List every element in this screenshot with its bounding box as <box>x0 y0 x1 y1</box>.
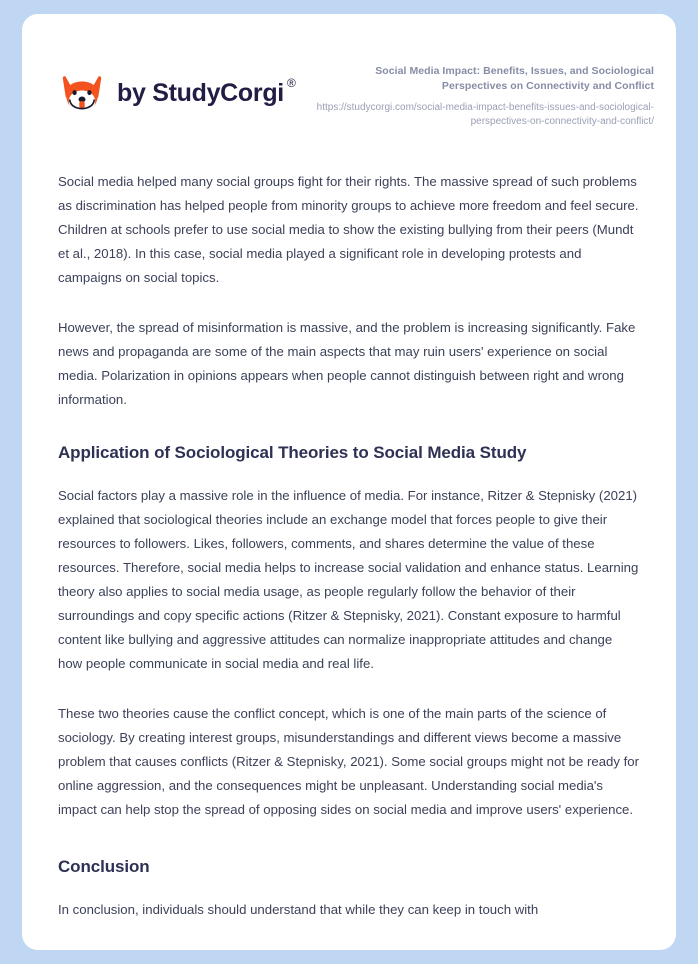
header-meta <box>310 62 654 130</box>
brand-wordmark-text: by StudyCorgi <box>117 79 284 108</box>
document-body <box>22 170 676 923</box>
brand-lockup <box>58 70 296 122</box>
section-heading: Conclusion <box>58 857 150 877</box>
body-paragraph: These two theories cause the conflict concept, which is one of the main parts of the science of sociology. By creating interest groups, misunderstandings and different views become a massive problem that causes conflicts (Ritzer & Stepnisky, 2021). Some social groups might not be ready for online aggression, and the consequences might be unpleasant. Understanding social media's impact can help stop the spread of opposing sides on social media and improve users' experience. <box>58 706 640 818</box>
corgi-face-icon <box>58 70 106 118</box>
document-page-card <box>22 14 676 950</box>
body-paragraph: Social factors play a massive role in the influence of media. For instance, Ritzer & Stepnisky (2021) explained that sociological theories include an exchange model that forces people to give their resources to followers. Likes, followers, comments, and shares determine the value of these resources. Therefore, social media helps to increase social validation and enhance status. Learning theory also applies to social media usage, as people regularly follow the behavior of their surroundings and copy specific actions (Ritzer & Stepnisky, 2021). Constant exposure to harmful content like bullying and aggressive attitudes can normalize inappropriate attitudes and change how people communicate in social media and real life. <box>58 488 639 672</box>
page-title: Social Media Impact: Benefits, Issues, and Sociological Perspectives on Connectivity and Conflict <box>375 65 654 92</box>
registered-trademark-icon: ® <box>286 76 296 91</box>
document-header <box>22 14 676 130</box>
body-paragraph: However, the spread of misinformation is massive, and the problem is increasing significantly. Fake news and propaganda are some of the main aspects that may ruin users' experience on social media. Polarization in opinions appears when people cannot distinguish between right and wrong information. <box>58 319 636 407</box>
body-paragraph: Social media helped many social groups fight for their rights. The massive spread of such problems as discrimination has helped people from minority groups to achieve more freedom and feel secure. Children at schools prefer to use social media to show the existing bullying from their peers (Mundt et al., 2018). In this case, social media played a significant role in developing protests and campaigns on social topics. <box>58 173 639 285</box>
body-paragraph: In conclusion, individuals should understand that while they can keep in touch with <box>58 902 539 918</box>
source-url: https://studycorgi.com/social-media-impact-benefits-issues-and-sociological-perspectives-on-connectivity-and-conflict/ <box>316 101 654 128</box>
brand-wordmark <box>117 76 296 108</box>
section-heading: Application of Sociological Theories to Social Media Study <box>58 442 527 462</box>
